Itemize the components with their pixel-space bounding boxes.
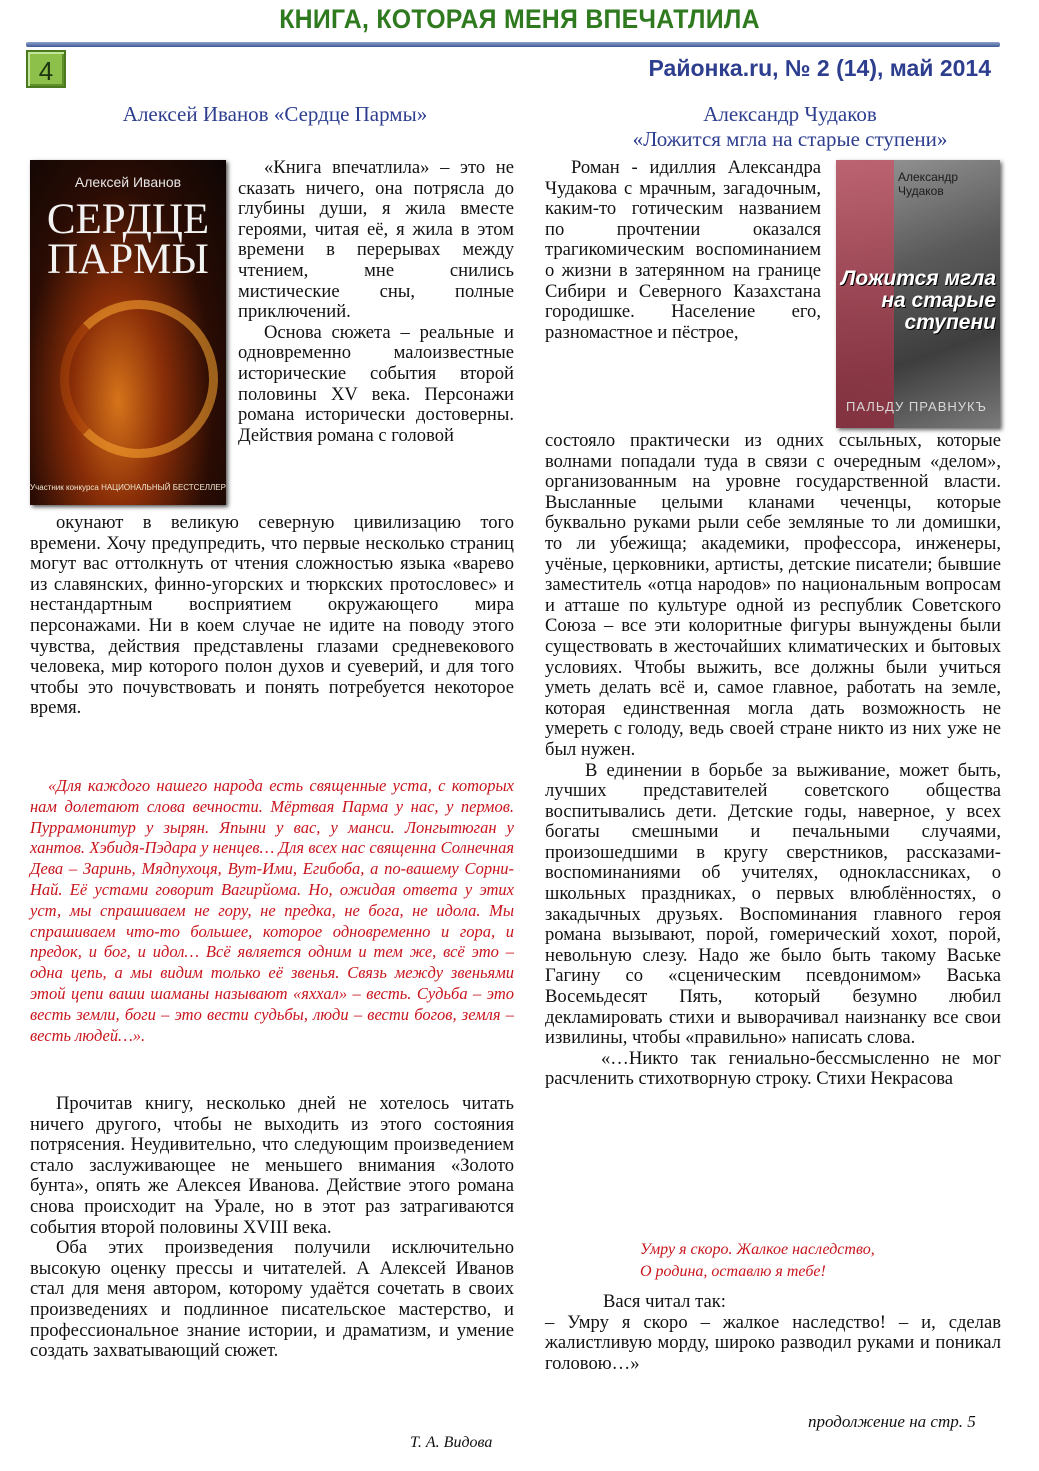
cover-fire-ring xyxy=(60,300,218,458)
right-body-text xyxy=(545,431,1001,1090)
paragraph: состояло практически из одних ссыльных, которые волнами попадали туда в связи с очередным «делом», организованным на уровне государственной власти. Высланные целыми кланами чеченцы, которые буквально руками рыли себе земляные то ли домишки, то ли убежища; академики, профессора, инженеры, учёные, церковники, артисты, детские писатели; бывшие заместитель «отца народов» по национальным вопросам и атташе по культуре одной из республик Советского Союза – все эти колоритные фигуры вынуждены были существовать в жесточайших климатических и бытовых условиях. Чтобы выжить, все должны были учиться уметь делать всё и, самое главное, работать на земле, которая единственная могла дать возможность не умереть с голоду, ведь своей стране никто из них уже не был нужен. xyxy=(545,430,1001,760)
right-wrap-text xyxy=(545,158,821,343)
left-body-text xyxy=(30,513,514,719)
cover-bottom-text: ПАЛЬДУ ПРАВНУКЪ xyxy=(846,399,987,414)
left-body-text-2 xyxy=(30,1094,514,1362)
continued-note: продолжение на стр. 5 xyxy=(808,1412,976,1431)
book-cover-chudakov xyxy=(836,160,1000,428)
left-article-title: Алексей Иванов «Сердце Пармы» xyxy=(122,102,428,126)
left-wrap-text xyxy=(238,158,514,446)
poem-line: Умру я скоро. Жалкое наследство, xyxy=(640,1241,875,1258)
paragraph: Вася читал так: xyxy=(603,1291,726,1312)
paragraph: Прочитав книгу, несколько дней не хотелось читать ничего другого, чтобы не выходить из этого состояния потрясения. Неудивительно, что следующим произведением стало заслуживающее не меньшего внимания «Золото бунта», опять же Алексея Иванова. Действие этого романа снова происходит на Урале, но в этот раз затрагиваются события второй половины XVIII века. xyxy=(30,1093,514,1238)
cover-title-line1: СЕРДЦЕ xyxy=(46,196,210,243)
right-title-author: Александр Чудаков xyxy=(703,102,877,126)
poem-quote xyxy=(640,1239,980,1283)
cover-author: Александр Чудаков xyxy=(898,170,959,198)
page-number-badge: 4 xyxy=(26,50,66,88)
paragraph: Основа сюжета – реальные и одновременно малоизвестные исторические события второй половины XV века. Персонажи романа исторически достоверны. Действия романа с головой xyxy=(238,321,514,446)
section-title: КНИГА, КОТОРАЯ МЕНЯ ВПЕЧАТЛИЛА xyxy=(279,4,760,34)
right-body-text-2 xyxy=(545,1292,1001,1374)
cover-title: Ложится мгла на старые ступени xyxy=(840,267,996,334)
cover-title-line2: ПАРМЫ xyxy=(47,236,209,283)
issue-line: Районка.ru, № 2 (14), май 2014 xyxy=(648,55,991,81)
book-cover-heart-of-parma xyxy=(30,160,226,505)
paragraph: «Книга впечатлила» – это не сказать ничего, она потрясла до глубины души, я жила вместе героями, читая её, я жила в этом времени в перерывах между чтением, мне снились мистические сны, полные приключений. xyxy=(238,157,514,323)
paragraph: – Умру я скоро – жалкое наследство! – и, сделав жалистливую морду, широко разводил руками и поникал головою…» xyxy=(545,1311,1001,1374)
right-title-book: «Ложится мгла на старые ступени» xyxy=(632,127,948,151)
cover-contest-label: Участник конкурса НАЦИОНАЛЬНЫЙ БЕСТСЕЛЛЕР xyxy=(30,483,226,492)
poem-line: О родина, оставлю я тебе! xyxy=(640,1263,826,1280)
left-quote: «Для каждого нашего народа есть священные уста, с которых нам долетают слова вечности. Мёртвая Парма у нас, у пермов. Пуррамонитур у зырян. Япыни у вас, у манси. Лонгытюган у хантов. Хэбидя-Пэдара у ненцев… Для всех нас священна Солнечная Дева – Заринь, Мядпухоця, Вут-Ими, Егибоба, а по-вашему Сорни-Най. Её устами говорит Вагирйома. Но, ожидая ответа у этих уст, мы спрашиваем не гору, не предка, не бога, не идола. Мы спрашиваем что-то большее, которое одновременно и гора, и предок, и бог, и идол… Всё является одним и тем же, всё это – одна цепь, а мы видим только её звенья. Связь между звеньями этой цепи ваши шаманы называют «яххал» – весть. Судьба – это весть земли, боги – это вести судьбы, люди – вести богов, земля –весть людей…». xyxy=(30,776,514,1045)
paragraph: Роман - идиллия Александра Чудакова с мрачным, загадочным, каким-то готическим названием по прочтении оказался трагикомическим воспоминанием о жизни в затерянном на границе Сибири и Северного Казахстана городишке. Население его, разномастное и пёстрое, xyxy=(545,157,821,343)
paragraph: Оба этих произведения получили исключительно высокую оценку прессы и читателей. А Алексей Иванов стал для меня автором, которому удаётся сочетать в своих произведениях и подлинное писательское мастерство, и профессиональное знание истории, и драматизм, и умение создать захватывающий сюжет. xyxy=(30,1237,514,1362)
paragraph: В единении в борьбе за выживание, может быть, лучших представителей советского общества воспитывались дети. Детские годы, наверное, у всех богаты смешными и печальными случаями, произошедшими в кругу сверстников, рассказами-воспоминаниями об учителях, одноклассниках, о школьных праздниках, о первых влюблённостях, о закадычных друзьях. Воспоминания главного героя романа вызывают, порой, гомерический хохот, порой, невольную слезу. Надо же было быть такому Ваське Гагину со «сценическим псевдонимом» Васька Восемьдесят Пять, который безумно любил декламировать стихи и выворачивал наизнанку все свои извилины, чтобы «правильно» написать слова. xyxy=(545,759,1001,1049)
signature: Т. А. Видова xyxy=(410,1434,493,1451)
header-rule xyxy=(26,42,1000,47)
right-article-title xyxy=(545,102,1035,152)
cover-author: Алексей Иванов xyxy=(74,174,182,190)
paragraph: окунают в великую северную цивилизацию того времени. Хочу предупредить, что первые несколько страниц могут вас оттолкнуть от чтения сложностью языка «варево из славянских, финно-угорских и тюркских протословес» и нестандартным восприятием окружающего мира персонажами. Ни в коем случае не идите на поводу этого чувства, действия представлены глазами средневекового человека, мир которого полон духов и суеверий, и для того чтобы это почувствовать и понять потребуется некоторое время. xyxy=(30,512,514,719)
paragraph: «…Никто так гениально-бессмысленно не мог расчленить стихотворную строку. Стихи Некрасова xyxy=(545,1047,1001,1090)
